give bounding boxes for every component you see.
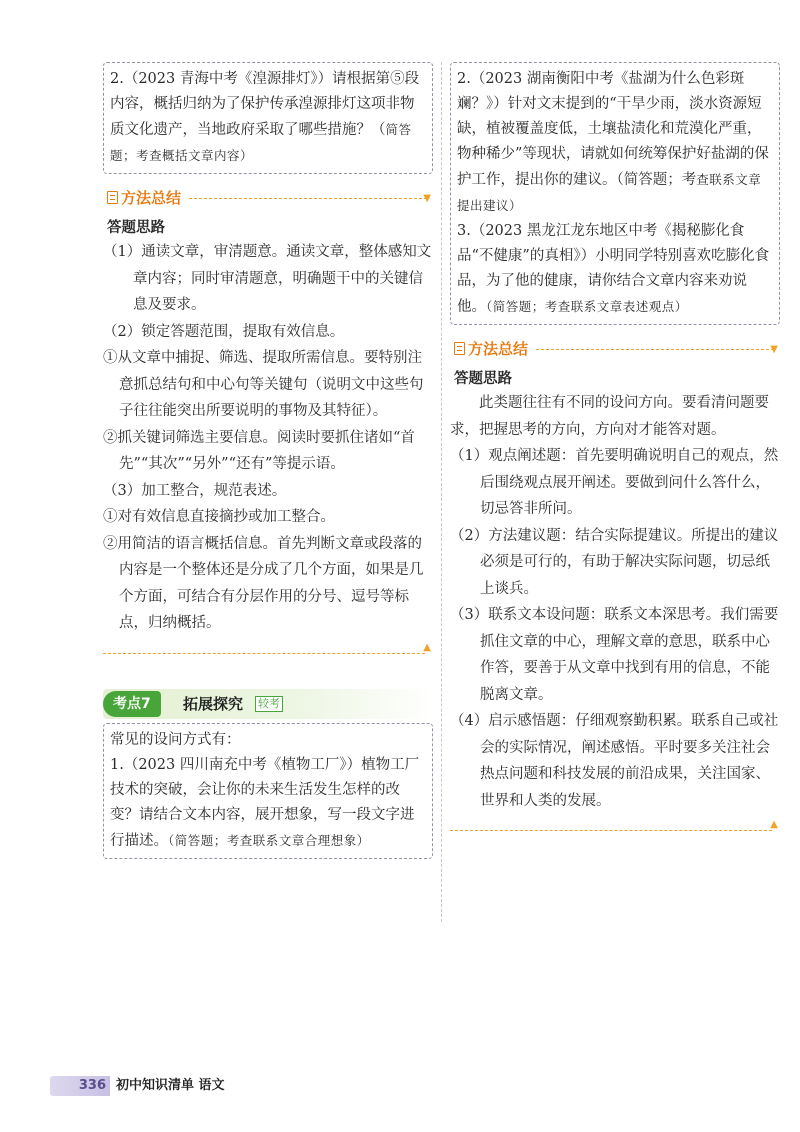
question-note: 查联系文章提出建议） [457,172,762,213]
answer-approach-heading: 答题思路 [454,371,512,387]
arrow-up-icon: ▲ [770,819,778,830]
arrow-up-icon: ▲ [423,641,431,653]
method-item: （1）观点阐述题：首先要明确说明自己的观点，然后围绕观点展开阐述。要做到问什么答什么，切忌答非所问。 [450,448,779,517]
method-item: ②用简洁的语言概括信息。首先判断文章或段落的内容是一个整体还是分成了几个方面，如果是几个方面，可结合有分层作用的分号、逗号等标点，归纳概括。 [103,535,424,631]
dashed-rule [103,653,425,654]
book-title: 初中知识清单 语文 [116,1078,225,1093]
dashed-rule [450,830,772,831]
question-box-right [450,62,780,325]
kaodian-badge: 考点7 [103,691,161,717]
method-summary-footer [450,818,780,840]
method-item: ①对有效信息直接摘抄或加工整合。 [103,509,335,525]
question-text: 3.（2023 黑龙江龙东地区中考《揭秘膨化食品“不健康”的真相》）小明同学特别喜欢吃膨化食品，为了他的健康，请你结合文章内容来劝说他。 [457,223,770,315]
question-note: （简答题；考查联系文章表述观点） [486,299,688,314]
method-body [103,239,433,637]
column-divider [441,62,442,922]
method-summary-tag: 方法总结 [103,187,189,209]
arrow-down-icon: ▼ [423,193,431,204]
method-summary-header [103,184,433,210]
arrow-down-icon: ▼ [770,344,778,355]
question-note: （简答题；考查联系文章合理想象） [168,832,370,848]
kaodian-title: 拓展探究 [183,694,244,713]
method-item: （3）加工整合，规范表述。 [103,482,287,499]
document-icon [454,342,465,355]
answer-approach-heading: 答题思路 [107,220,165,236]
common-questions-intro: 常见的设问方式有： [110,731,241,748]
page-number: 336 [50,1076,110,1096]
method-item: ②抓关键词筛选主要信息。阅读时要抓住诸如“首先”“其次”“另外”“还有”等提示语。 [103,429,415,472]
question-text: 2.（2023 湖南衡阳中考《盐湖为什么色彩斑斓？》）针对文末提到的“干旱少雨，淡水资源短缺，植被覆盖度低，土壤盐渍化和荒漠化严重，物种稀少”等现状，请就如何统筹保护好盐湖的保护工作，提出你的建议。（简答题；考 [457,71,769,188]
method-item: （4）启示感悟题：仔细观察勤积累。联系自己或社会的实际情况，阐述感悟。平时要多关注社会热点问题和科技发展的前沿成果，关注国家、世界和人类的发展。 [450,713,779,809]
method-item: （2）方法建议题：结合实际提建议。所提出的建议必须是可行的，有助于解决实际问题，切忌纸上谈兵。 [450,527,779,597]
question-note: 简答题；考查概括文章内容） [110,122,412,163]
method-item: （1）通读文章，审清题意。通读文章，整体感知文章内容；同时审清题意，明确题干中的关键信息及要求。 [103,244,432,313]
method-body [450,390,780,814]
question-box-qinghai [103,62,433,174]
method-summary-header [450,335,780,361]
method-item: （3）联系文本设问题：联系文本深思考。我们需要抓住文章的中心，理解文章的意思，联系中心作答，要善于从文章中找到有用的信息，不能脱离文章。 [450,607,779,703]
method-intro: 此类题往往有不同的设问方向。要看清问题要求，把握思考的方向，方向对才能答对题。 [450,395,769,438]
method-item: ①从文章中捕捉、筛选、提取所需信息。要特别注意抓总结句和中心句等关键句（说明文中这些句子往往能突出所要说明的事物及其特征）。 [103,350,424,419]
method-item: （2）锁定答题范围，提取有效信息。 [103,323,345,340]
method-summary-tag: 方法总结 [450,338,536,360]
common-questions-box [103,723,433,859]
kaodian-header [103,689,433,719]
right-column [450,62,780,840]
exam-frequency-tag: 较考 [255,696,283,712]
left-column [103,62,433,859]
question-text: 1.（2023 四川南充中考《植物工厂》）植物工厂技术的突破，会让你的未来生活发生怎样的改变？请结合文本内容，展开想象，写一段文字进行描述。 [110,756,420,849]
question-text: 2.（2023 青海中考《湟源排灯》）请根据第⑤段内容，概括归纳为了保护传承湟源排灯这项非物质文化遗产，当地政府采取了哪些措施？（ [110,71,420,138]
method-summary-footer [103,641,433,663]
document-icon [107,191,118,204]
